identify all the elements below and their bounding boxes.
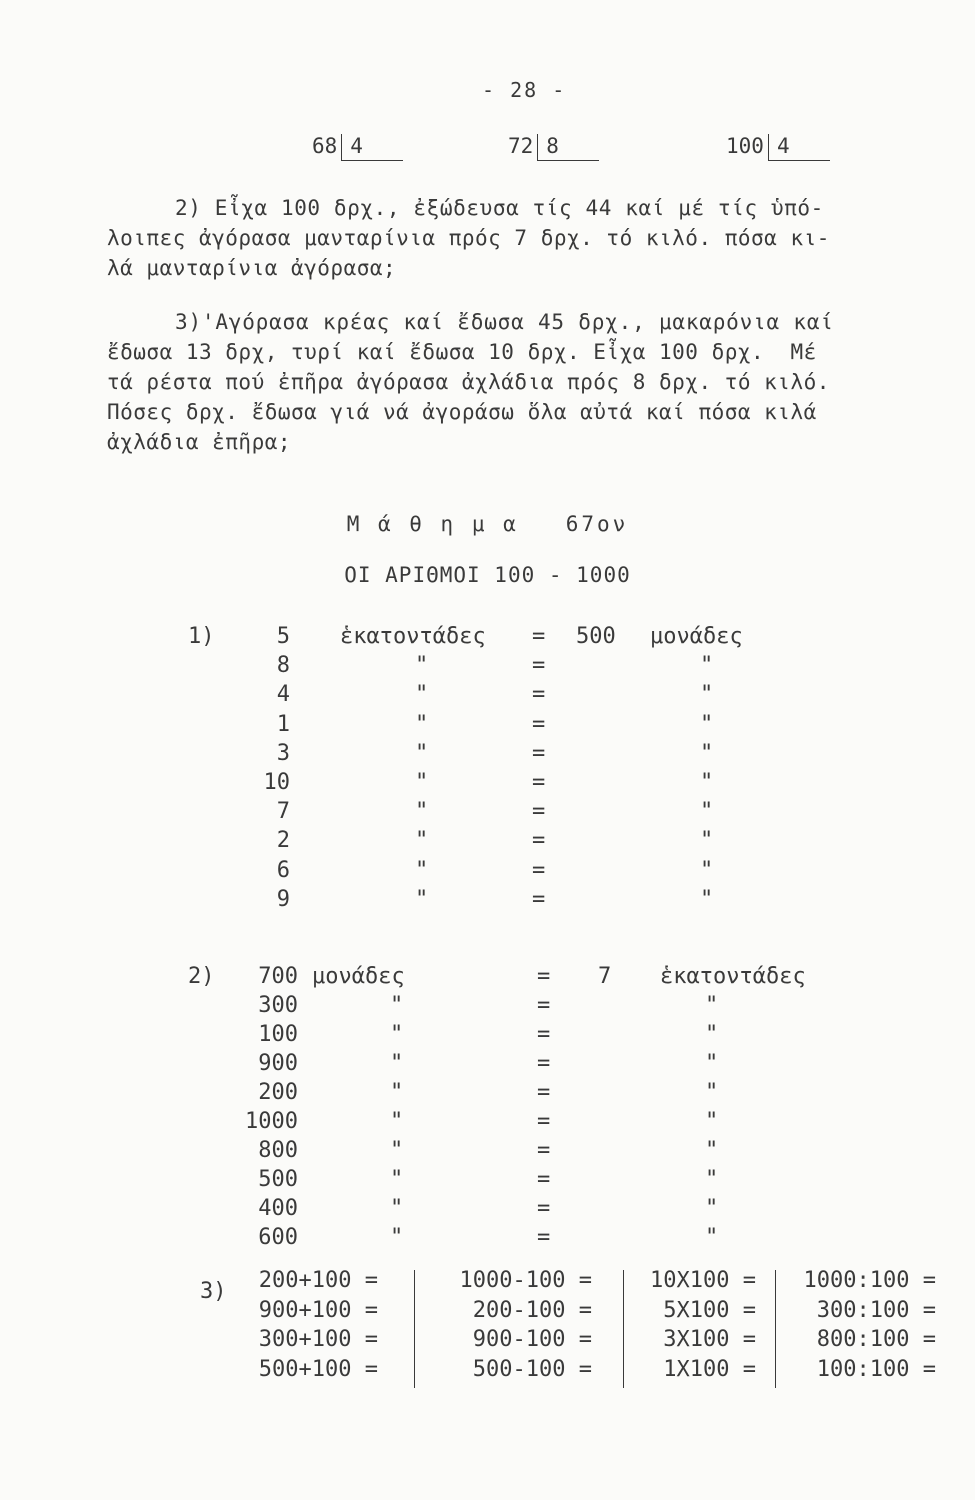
exercise1-result: 500	[576, 624, 616, 649]
exercise2-number: 800	[258, 1138, 298, 1163]
exercise2-number: 700	[258, 964, 298, 989]
division-2	[508, 134, 599, 161]
exercise2-ditto: "	[705, 993, 719, 1018]
expression-cell: 900+100 =	[258, 1297, 378, 1323]
lesson-title: Μ ά θ η μ α 67ον	[346, 512, 629, 536]
exercise1-number: 9	[276, 886, 290, 912]
exercise1-ditto: "	[415, 770, 429, 795]
exercise3-label: 3)	[200, 1279, 227, 1304]
exercise2-ditto: "	[390, 1225, 404, 1250]
expression-cell: 100:100 =	[816, 1356, 936, 1382]
exercise1-ditto: "	[415, 886, 429, 912]
exercise2-ditto: "	[705, 1022, 719, 1047]
division-dividend: 68	[312, 134, 338, 158]
exercise1-ditto: "	[415, 857, 429, 883]
exercise2-ditto: "	[390, 1196, 404, 1221]
problem3-line2: ἔδωσα 13 δρχ, τυρί καί ἔδωσα 10 δρχ. Εἶχα 100 δρχ. Μέ	[107, 340, 817, 364]
expression-cell: 1000:100 =	[803, 1268, 936, 1293]
exercise1-equals: =	[532, 857, 546, 883]
division-dividend: 72	[508, 134, 534, 158]
exercise2-number: 100	[258, 1022, 298, 1047]
problem2-line1: 2) Εἶχα 100 δρχ., ἐξώδευσα τίς 44 καί μέ τίς ὑπό-	[175, 196, 824, 220]
exercise2-ditto: "	[390, 993, 404, 1018]
exercise1-ditto: "	[700, 770, 714, 795]
exercise1-ditto: "	[415, 799, 429, 825]
exercise1-equals: =	[532, 624, 546, 649]
exercise1-equals: =	[532, 740, 546, 766]
exercise2-unit-word: μονάδες	[312, 964, 405, 989]
expression-cell: 500-100 =	[472, 1356, 592, 1382]
exercise1-equals: =	[532, 711, 546, 737]
exercise1-equals: =	[532, 799, 546, 825]
exercise1-ditto: "	[415, 828, 429, 854]
exercise1-equals: =	[532, 682, 546, 708]
exercise2-ditto: "	[705, 1080, 719, 1105]
exercise1-ditto: "	[700, 857, 714, 883]
exercise1-ditto: "	[415, 711, 429, 737]
exercise2-number: 1000	[245, 1109, 298, 1134]
exercise2-equals: =	[537, 1225, 551, 1250]
exercise1-ditto: "	[700, 740, 714, 766]
problem3-line1: 3)'Αγόρασα κρέας καί ἔδωσα 45 δρχ., μακαρόνια καί	[175, 310, 834, 334]
exercise2-ditto: "	[705, 1225, 719, 1250]
division-divisor: 4	[341, 134, 403, 161]
exercise2-number: 600	[258, 1225, 298, 1250]
expression-cell: 800:100 =	[816, 1327, 936, 1352]
problem3-line3: τά ρέστα πού ἐπῆρα ἀγόρασα ἀχλάδια πρός 8 δρχ. τό κιλό.	[107, 370, 830, 394]
problem2-line3: λά μανταρίνια ἀγόρασα;	[107, 256, 397, 280]
exercise1-equals: =	[532, 828, 546, 854]
exercise2-ditto: "	[390, 1109, 404, 1134]
exercise2-equals: =	[537, 1196, 551, 1221]
exercise1-number: 3	[276, 740, 290, 766]
expression-cell: 10Χ100 =	[650, 1268, 756, 1293]
exercise2-number: 500	[258, 1167, 298, 1192]
exercise1-ditto: "	[700, 828, 714, 854]
exercise1-number: 7	[276, 799, 290, 825]
exercise1-number: 10	[263, 770, 290, 795]
exercise2-ditto: "	[705, 1196, 719, 1221]
exercise2-number: 300	[258, 993, 298, 1018]
exercise1-ditto: "	[700, 653, 714, 679]
problem3-line5: ἀχλάδια ἐπῆρα;	[107, 430, 292, 454]
exercise1-ditto: "	[700, 682, 714, 708]
exercise1-equals: =	[532, 770, 546, 795]
problem2-line2: λοιπες ἀγόρασα μανταρίνια πρός 7 δρχ. τό κιλό. πόσα κι-	[107, 226, 830, 250]
expression-cell: 1000-100 =	[459, 1268, 592, 1293]
expression-cell: 200+100 =	[258, 1268, 378, 1293]
expression-cell: 300+100 =	[258, 1327, 378, 1352]
exercise1-ditto: "	[700, 886, 714, 912]
expression-cell: 300:100 =	[816, 1297, 936, 1323]
division-divisor: 8	[537, 134, 599, 161]
exercise1-number: 5	[276, 624, 290, 649]
exercise1-number: 4	[276, 682, 290, 708]
exercise2-equals: =	[537, 1167, 551, 1192]
problem3-line4: Πόσες δρχ. ἔδωσα γιά νά ἀγοράσω ὅλα αὐτά καί πόσα κιλά	[107, 400, 817, 424]
expression-cell: 900-100 =	[472, 1327, 592, 1352]
exercise2-number: 200	[258, 1080, 298, 1105]
exercise2-ditto: "	[390, 1080, 404, 1105]
division-3	[726, 134, 830, 161]
exercise2-equals: =	[537, 1051, 551, 1076]
exercise1-result-word: μονάδες	[650, 624, 743, 649]
exercise2-equals: =	[537, 1080, 551, 1105]
expression-cell: 1Χ100 =	[663, 1356, 756, 1382]
exercise2-equals: =	[537, 964, 551, 989]
exercise2-equals: =	[537, 1022, 551, 1047]
exercise1-label: 1)	[188, 624, 215, 649]
exercise2-number: 400	[258, 1196, 298, 1221]
column-divider	[623, 1270, 624, 1388]
exercise2-equals: =	[537, 1138, 551, 1163]
expression-cell: 5Χ100 =	[663, 1297, 756, 1323]
exercise2-number: 900	[258, 1051, 298, 1076]
expression-cell: 500+100 =	[258, 1356, 378, 1382]
exercise1-ditto: "	[415, 653, 429, 679]
page-number: - 28 -	[482, 78, 567, 102]
section-title: ΟΙ ΑΡΙΘΜΟΙ 100 - 1000	[344, 563, 631, 587]
column-divider	[414, 1270, 415, 1388]
expression-cell: 3Χ100 =	[663, 1327, 756, 1352]
exercise2-result-word: ἑκατοντάδες	[660, 964, 806, 989]
exercise2-label: 2)	[188, 964, 215, 989]
exercise1-equals: =	[532, 653, 546, 679]
division-1	[312, 134, 403, 161]
division-divisor: 4	[768, 134, 830, 161]
exercise1-number: 8	[276, 653, 290, 679]
exercise1-number: 2	[276, 828, 290, 854]
division-dividend: 100	[726, 134, 764, 158]
exercise2-ditto: "	[390, 1051, 404, 1076]
exercise1-equals: =	[532, 886, 546, 912]
exercise2-ditto: "	[705, 1167, 719, 1192]
exercise2-ditto: "	[705, 1109, 719, 1134]
exercise2-ditto: "	[705, 1051, 719, 1076]
exercise1-ditto: "	[700, 711, 714, 737]
exercise2-equals: =	[537, 993, 551, 1018]
exercise1-number: 6	[276, 857, 290, 883]
exercise1-ditto: "	[415, 682, 429, 708]
exercise2-result: 7	[598, 964, 612, 989]
exercise2-ditto: "	[390, 1138, 404, 1163]
exercise2-ditto: "	[390, 1022, 404, 1047]
exercise1-ditto: "	[700, 799, 714, 825]
exercise2-ditto: "	[705, 1138, 719, 1163]
exercise2-equals: =	[537, 1109, 551, 1134]
exercise1-unit-word: ἑκατοντάδες	[340, 624, 486, 649]
exercise1-ditto: "	[415, 740, 429, 766]
expression-cell: 200-100 =	[472, 1297, 592, 1323]
column-divider	[775, 1270, 776, 1388]
exercise2-ditto: "	[390, 1167, 404, 1192]
exercise1-number: 1	[276, 711, 290, 737]
